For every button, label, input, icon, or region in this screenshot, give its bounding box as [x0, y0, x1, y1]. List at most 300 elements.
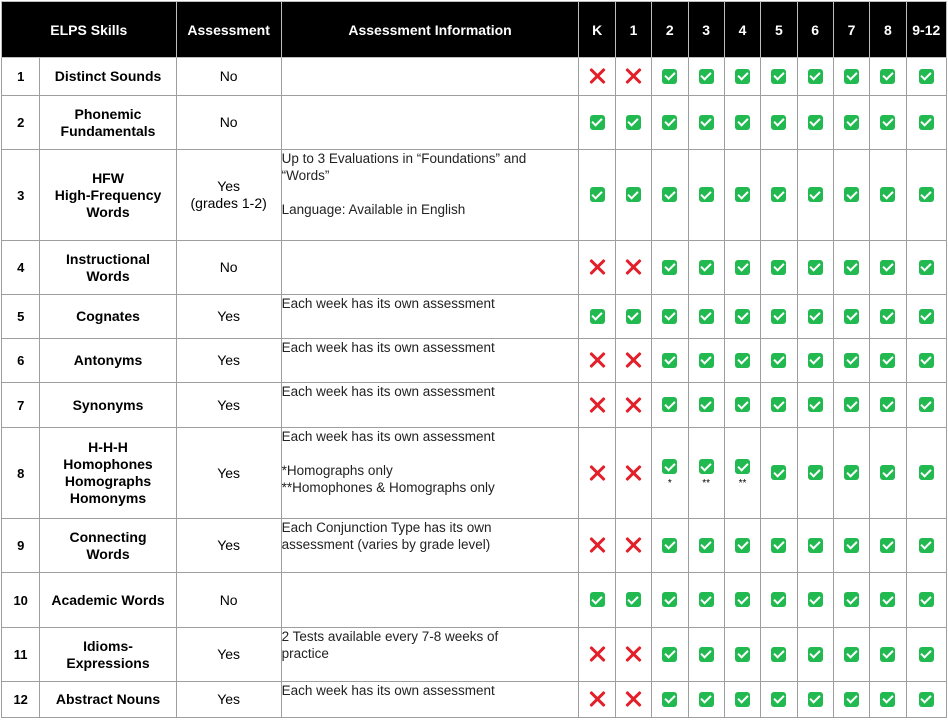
- skill-name-line: Idioms-: [83, 637, 133, 654]
- green-check-icon: [808, 647, 823, 662]
- assessment-value: [176, 682, 281, 718]
- green-check-icon: [808, 69, 823, 84]
- green-check-icon: [844, 538, 859, 553]
- assessment-value: [176, 428, 281, 519]
- skill-name-line: Synonyms: [72, 396, 144, 413]
- table-row: [2, 295, 947, 339]
- grade-cell: [615, 519, 651, 573]
- table-row: [2, 573, 947, 628]
- assessment-line: Yes: [217, 464, 241, 481]
- green-check-icon: [919, 115, 934, 130]
- green-check-icon: [919, 465, 934, 480]
- grade-cell: [833, 150, 869, 241]
- green-check-icon: [662, 115, 677, 130]
- row-number: 12: [2, 682, 40, 718]
- column-header: ELPS Skills: [2, 2, 177, 58]
- skill-name: [40, 58, 176, 96]
- skill-name-line: Expressions: [66, 654, 150, 671]
- table-row: [2, 150, 947, 241]
- grade-cell: [906, 339, 946, 383]
- green-check-icon: [662, 187, 677, 202]
- grade-cell: [797, 428, 833, 519]
- red-x-icon: [624, 464, 642, 482]
- red-x-icon: [588, 464, 606, 482]
- green-check-icon: [844, 309, 859, 324]
- skill-name: [40, 295, 176, 339]
- grade-cell: [833, 241, 869, 295]
- green-check-icon: [844, 647, 859, 662]
- grade-cell: [579, 682, 615, 718]
- column-header: K: [579, 2, 615, 58]
- grade-cell: [688, 339, 724, 383]
- grade-cell: [688, 295, 724, 339]
- grade-cell: [652, 428, 688, 519]
- green-check-icon: [699, 187, 714, 202]
- grade-cell: [652, 383, 688, 428]
- green-check-icon: [844, 397, 859, 412]
- info-line: assessment (varies by grade level): [281, 537, 491, 552]
- row-number: 3: [2, 150, 40, 241]
- green-check-icon: [808, 187, 823, 202]
- green-check-icon: [844, 592, 859, 607]
- assessment-line: Yes: [217, 178, 241, 194]
- assessment-line: Yes: [217, 537, 241, 553]
- grade-cell: [579, 96, 615, 150]
- green-check-icon: [880, 538, 895, 553]
- green-check-icon: [699, 592, 714, 607]
- grade-cell: [761, 628, 797, 682]
- grade-cell: [615, 428, 651, 519]
- grade-cell: [724, 383, 760, 428]
- row-number: 4: [2, 241, 40, 295]
- grade-cell: [797, 58, 833, 96]
- green-check-icon: [844, 692, 859, 707]
- skill-name: [40, 383, 176, 428]
- green-check-icon: [771, 260, 786, 275]
- green-check-icon: [919, 187, 934, 202]
- assessment-value: [176, 628, 281, 682]
- grade-cell: [615, 573, 651, 628]
- green-check-icon: [735, 592, 750, 607]
- assessment-info: [281, 295, 579, 339]
- red-x-icon: [588, 645, 606, 663]
- green-check-icon: [735, 353, 750, 368]
- assessment-line: Yes: [217, 352, 241, 368]
- grade-cell: [797, 150, 833, 241]
- green-check-icon: [771, 465, 786, 480]
- red-x-icon: [624, 396, 642, 414]
- green-check-icon: [699, 459, 714, 474]
- info-line: 2 Tests available every 7-8 weeks of: [281, 629, 499, 644]
- green-check-icon: [880, 592, 895, 607]
- assessment-info: [281, 573, 579, 628]
- grade-cell: [652, 295, 688, 339]
- grade-cell: [724, 150, 760, 241]
- green-check-icon: [808, 465, 823, 480]
- assessment-info: [281, 96, 579, 150]
- info-line: Each week has its own assessment: [281, 296, 495, 311]
- grade-cell: [870, 150, 906, 241]
- green-check-icon: [699, 115, 714, 130]
- grade-cell: [615, 96, 651, 150]
- skill-name-line: Connecting: [69, 528, 147, 545]
- info-line: Each week has its own assessment: [281, 384, 495, 399]
- grade-cell: [761, 58, 797, 96]
- green-check-icon: [735, 69, 750, 84]
- skill-name-line: Phonemic: [74, 105, 142, 122]
- red-x-icon: [588, 690, 606, 708]
- grade-cell: [579, 519, 615, 573]
- grade-cell: [688, 96, 724, 150]
- green-check-icon: [919, 309, 934, 324]
- green-check-icon: [880, 260, 895, 275]
- skill-name-line: Words: [86, 203, 130, 220]
- green-check-icon: [844, 465, 859, 480]
- green-check-icon: [880, 309, 895, 324]
- green-check-icon: [590, 115, 605, 130]
- column-header: 8: [870, 2, 906, 58]
- grade-cell: [906, 295, 946, 339]
- green-check-icon: [735, 538, 750, 553]
- grade-cell: [615, 383, 651, 428]
- grade-cell: [724, 519, 760, 573]
- grade-cell: [761, 96, 797, 150]
- grade-cell: [724, 573, 760, 628]
- grade-cell: [615, 150, 651, 241]
- red-x-icon: [624, 258, 642, 276]
- green-check-icon: [771, 647, 786, 662]
- table-row: [2, 628, 947, 682]
- grade-cell: [870, 519, 906, 573]
- skill-name: [40, 519, 176, 573]
- grade-cell: [833, 573, 869, 628]
- green-check-icon: [880, 397, 895, 412]
- info-line: practice: [281, 646, 329, 661]
- elps-skills-table: [1, 1, 947, 718]
- grade-cell: [579, 295, 615, 339]
- green-check-icon: [808, 309, 823, 324]
- grade-cell: [724, 339, 760, 383]
- green-check-icon: [735, 115, 750, 130]
- skill-name: [40, 628, 176, 682]
- info-line: *Homographs only: [281, 463, 393, 478]
- green-check-icon: [919, 538, 934, 553]
- grade-cell: [906, 682, 946, 718]
- row-number: 11: [2, 628, 40, 682]
- grade-cell: [761, 573, 797, 628]
- grade-cell: [833, 339, 869, 383]
- green-check-icon: [919, 647, 934, 662]
- green-check-icon: [880, 69, 895, 84]
- grade-cell: [688, 428, 724, 519]
- green-check-icon: [771, 538, 786, 553]
- grade-cell: [761, 241, 797, 295]
- skill-name: [40, 96, 176, 150]
- skill-name-line: Cognates: [76, 308, 140, 324]
- green-check-icon: [590, 592, 605, 607]
- skill-name-line: High-Frequency: [54, 186, 162, 203]
- assessment-info: [281, 150, 579, 241]
- red-x-icon: [588, 396, 606, 414]
- grade-cell: [579, 339, 615, 383]
- skill-name-line: Words: [86, 545, 130, 562]
- red-x-icon: [588, 258, 606, 276]
- green-check-icon: [590, 187, 605, 202]
- green-check-icon: [844, 69, 859, 84]
- row-number: 1: [2, 58, 40, 96]
- green-check-icon: [699, 260, 714, 275]
- row-number: 2: [2, 96, 40, 150]
- grade-cell: [761, 150, 797, 241]
- skill-name-line: Words: [86, 267, 130, 284]
- green-check-icon: [880, 115, 895, 130]
- assessment-line: No: [219, 591, 238, 608]
- green-check-icon: [808, 397, 823, 412]
- assessment-line: Yes: [217, 691, 241, 707]
- red-x-icon: [588, 67, 606, 85]
- assessment-value: [176, 150, 281, 241]
- header-row: [2, 2, 947, 58]
- green-check-icon: [735, 647, 750, 662]
- green-check-icon: [919, 397, 934, 412]
- grade-cell: [797, 628, 833, 682]
- green-check-icon: [880, 692, 895, 707]
- grade-cell: [724, 295, 760, 339]
- skill-name: [40, 682, 176, 718]
- green-check-icon: [699, 647, 714, 662]
- grade-cell: [724, 241, 760, 295]
- green-check-icon: [808, 115, 823, 130]
- green-check-icon: [735, 187, 750, 202]
- grade-cell: [797, 573, 833, 628]
- green-check-icon: [919, 592, 934, 607]
- assessment-line: Yes: [217, 308, 241, 324]
- grade-cell: [833, 628, 869, 682]
- skill-name-line: Instructional: [66, 250, 151, 267]
- footnote-marker: **: [738, 478, 747, 489]
- grade-cell: [906, 573, 946, 628]
- assessment-value: [176, 339, 281, 383]
- table-row: [2, 682, 947, 718]
- assessment-info: [281, 241, 579, 295]
- column-header: 9-12: [906, 2, 946, 58]
- grade-cell: [797, 519, 833, 573]
- green-check-icon: [771, 69, 786, 84]
- green-check-icon: [699, 397, 714, 412]
- green-check-icon: [771, 115, 786, 130]
- grade-cell: [870, 383, 906, 428]
- grade-cell: [833, 519, 869, 573]
- grade-cell: [870, 339, 906, 383]
- skill-name-line: Abstract Nouns: [55, 691, 161, 707]
- green-check-icon: [771, 309, 786, 324]
- grade-cell: [870, 241, 906, 295]
- grade-cell: [870, 428, 906, 519]
- green-check-icon: [735, 692, 750, 707]
- row-number: 7: [2, 383, 40, 428]
- skill-name-line: Homographs: [64, 473, 152, 489]
- grade-cell: [870, 295, 906, 339]
- green-check-icon: [662, 309, 677, 324]
- skill-name: [40, 428, 176, 519]
- green-check-icon: [626, 592, 641, 607]
- info-line: Language: Available in English: [281, 202, 466, 217]
- red-x-icon: [588, 536, 606, 554]
- grade-cell: [652, 150, 688, 241]
- grade-cell: [688, 628, 724, 682]
- assessment-value: [176, 519, 281, 573]
- green-check-icon: [735, 260, 750, 275]
- info-line: **Homophones & Homographs only: [281, 480, 495, 495]
- skill-name: [40, 241, 176, 295]
- green-check-icon: [662, 459, 677, 474]
- table-row: [2, 339, 947, 383]
- green-check-icon: [880, 647, 895, 662]
- green-check-icon: [771, 187, 786, 202]
- info-line: Each Conjunction Type has its own: [281, 520, 492, 535]
- green-check-icon: [626, 187, 641, 202]
- green-check-icon: [662, 647, 677, 662]
- grade-cell: [797, 682, 833, 718]
- green-check-icon: [919, 353, 934, 368]
- assessment-line: Yes: [217, 646, 241, 662]
- info-line: Each week has its own assessment: [281, 429, 495, 444]
- green-check-icon: [662, 69, 677, 84]
- green-check-icon: [662, 260, 677, 275]
- assessment-line: (grades 1-2): [190, 195, 267, 211]
- grade-cell: [688, 573, 724, 628]
- green-check-icon: [844, 353, 859, 368]
- green-check-icon: [808, 692, 823, 707]
- grade-cell: [688, 241, 724, 295]
- grade-cell: [833, 295, 869, 339]
- grade-cell: [870, 573, 906, 628]
- green-check-icon: [771, 692, 786, 707]
- grade-cell: [579, 573, 615, 628]
- green-check-icon: [808, 353, 823, 368]
- green-check-icon: [880, 187, 895, 202]
- grade-cell: [724, 96, 760, 150]
- green-check-icon: [844, 115, 859, 130]
- green-check-icon: [844, 260, 859, 275]
- column-header: 1: [615, 2, 651, 58]
- info-line: Each week has its own assessment: [281, 340, 495, 355]
- assessment-info: [281, 682, 579, 718]
- green-check-icon: [771, 397, 786, 412]
- grade-cell: [652, 682, 688, 718]
- grade-cell: [761, 428, 797, 519]
- red-x-icon: [624, 690, 642, 708]
- grade-cell: [688, 150, 724, 241]
- grade-cell: [870, 628, 906, 682]
- grade-cell: [652, 628, 688, 682]
- assessment-value: [176, 295, 281, 339]
- grade-cell: [615, 295, 651, 339]
- skill-name: [40, 573, 176, 628]
- green-check-icon: [771, 353, 786, 368]
- grade-cell: [579, 241, 615, 295]
- green-check-icon: [919, 69, 934, 84]
- green-check-icon: [808, 260, 823, 275]
- skill-name: [40, 150, 176, 241]
- row-number: 5: [2, 295, 40, 339]
- grade-cell: [652, 339, 688, 383]
- assessment-value: [176, 241, 281, 295]
- grade-cell: [652, 241, 688, 295]
- assessment-value: [176, 96, 281, 150]
- assessment-line: No: [219, 68, 238, 84]
- green-check-icon: [880, 465, 895, 480]
- green-check-icon: [699, 69, 714, 84]
- footnote-marker: *: [667, 478, 672, 489]
- grade-cell: [579, 383, 615, 428]
- assessment-info: [281, 628, 579, 682]
- column-header: 6: [797, 2, 833, 58]
- grade-cell: [652, 519, 688, 573]
- grade-cell: [833, 58, 869, 96]
- green-check-icon: [662, 692, 677, 707]
- red-x-icon: [624, 536, 642, 554]
- assessment-info: [281, 58, 579, 96]
- assessment-info: [281, 339, 579, 383]
- green-check-icon: [699, 353, 714, 368]
- assessment-line: Yes: [217, 396, 241, 413]
- column-header: Assessment Information: [281, 2, 579, 58]
- green-check-icon: [626, 309, 641, 324]
- column-header: 4: [724, 2, 760, 58]
- grade-cell: [906, 519, 946, 573]
- assessment-line: No: [219, 259, 238, 275]
- green-check-icon: [771, 592, 786, 607]
- grade-cell: [579, 628, 615, 682]
- skill-name-line: Homonyms: [69, 490, 147, 506]
- green-check-icon: [735, 397, 750, 412]
- info-line: Up to 3 Evaluations in “Foundations” and: [281, 151, 527, 166]
- assessment-value: [176, 383, 281, 428]
- grade-cell: [797, 96, 833, 150]
- grade-cell: [688, 58, 724, 96]
- grade-cell: [833, 96, 869, 150]
- green-check-icon: [735, 459, 750, 474]
- green-check-icon: [735, 309, 750, 324]
- grade-cell: [906, 428, 946, 519]
- grade-cell: [797, 383, 833, 428]
- green-check-icon: [590, 309, 605, 324]
- row-number: 9: [2, 519, 40, 573]
- grade-cell: [652, 96, 688, 150]
- grade-cell: [615, 241, 651, 295]
- skill-name-line: Distinct Sounds: [54, 68, 162, 84]
- footnote-marker: **: [702, 478, 711, 489]
- grade-cell: [579, 428, 615, 519]
- grade-cell: [906, 96, 946, 150]
- table-body: [2, 58, 947, 718]
- green-check-icon: [844, 187, 859, 202]
- skill-name-line: Fundamentals: [60, 122, 156, 139]
- green-check-icon: [662, 592, 677, 607]
- grade-cell: [615, 682, 651, 718]
- grade-cell: [870, 682, 906, 718]
- grade-cell: [833, 682, 869, 718]
- skill-name-line: Antonyms: [73, 352, 143, 368]
- table-row: [2, 96, 947, 150]
- grade-cell: [906, 150, 946, 241]
- skill-name-line: H-H-H: [88, 439, 128, 455]
- green-check-icon: [662, 353, 677, 368]
- grade-cell: [579, 58, 615, 96]
- column-header: 7: [833, 2, 869, 58]
- table-row: [2, 519, 947, 573]
